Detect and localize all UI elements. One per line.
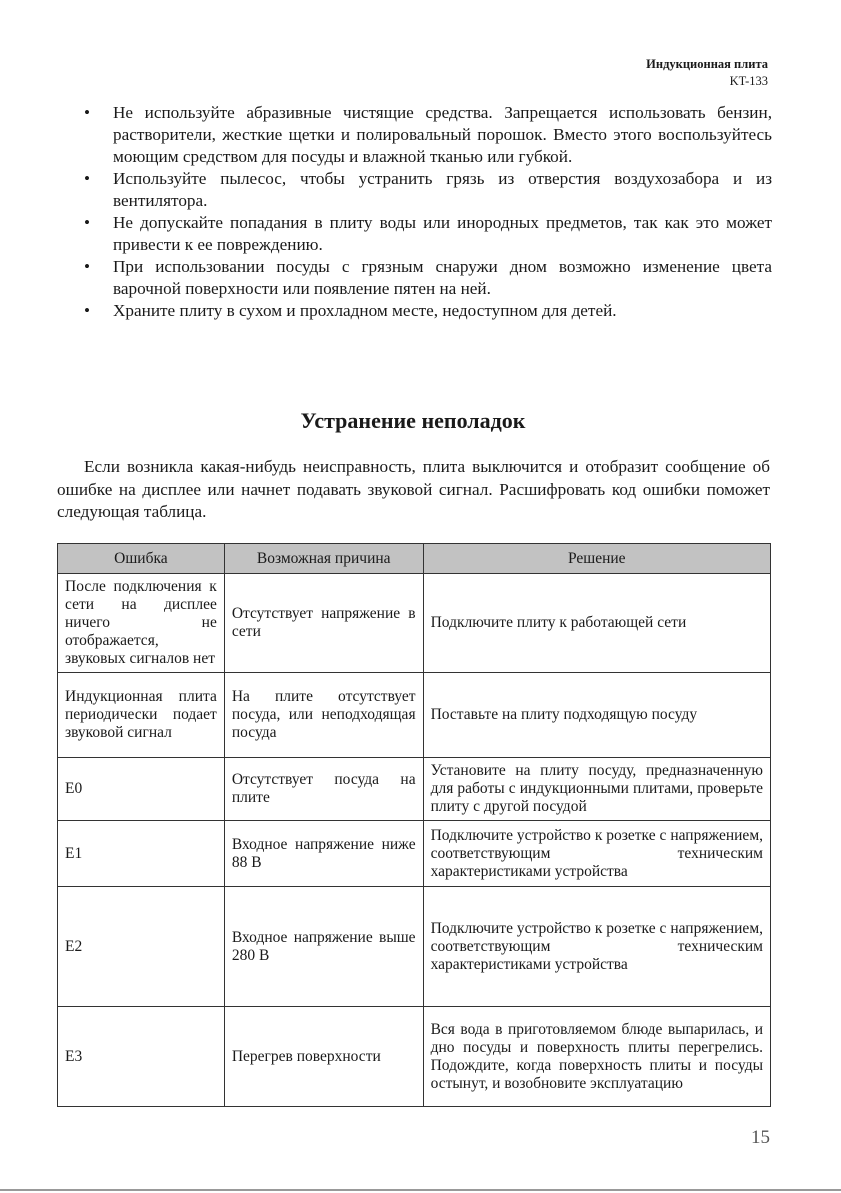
- cause-cell: Отсутствует посуда на плите: [224, 758, 423, 821]
- intro-paragraph: Если возникла какая-нибудь неисправность, плита выключится и отобразит сообщение об ошибке на дисплее или начнет подавать звуковой сигнал. Расшифровать код ошибки поможет следующая таблица.: [57, 457, 770, 521]
- bullet-icon: •: [84, 213, 91, 232]
- list-item: [82, 102, 772, 168]
- cause-cell: Перегрев поверхности: [224, 1007, 423, 1107]
- bullet-icon: •: [84, 301, 91, 320]
- bullet-icon: •: [84, 257, 91, 276]
- column-header-solution: Решение: [423, 544, 770, 574]
- table-row: [58, 1007, 771, 1107]
- solution-cell: Установите на плиту посуду, предназначенную для работы с индукционными плитами, проверьте плиту с другой посудой: [423, 758, 770, 821]
- cause-cell: Отсутствует напряжение в сети: [224, 574, 423, 673]
- header-product-name: Индукционная плита: [646, 57, 768, 71]
- error-cell: Индукционная плита периодически подает звуковой сигнал: [58, 673, 225, 758]
- list-item-text: Храните плиту в сухом и прохладном месте, недоступном для детей.: [113, 301, 617, 320]
- cause-cell: Входное напряжение выше 280 В: [224, 887, 423, 1007]
- error-cell: E0: [58, 758, 225, 821]
- solution-cell: Подключите устройство к розетке с напряжением, соответствующим техническим характеристиками устройства: [423, 887, 770, 1007]
- page-bottom-border: [0, 1189, 841, 1191]
- table-header-row: [58, 544, 771, 574]
- solution-cell: Подключите плиту к работающей сети: [423, 574, 770, 673]
- solution-cell: Поставьте на плиту подходящую посуду: [423, 673, 770, 758]
- page-header: [646, 56, 768, 90]
- list-item: [82, 256, 772, 300]
- list-item: [82, 168, 772, 212]
- list-item-text: Не допускайте попадания в плиту воды или инородных предметов, так как это может привести к ее повреждению.: [113, 213, 772, 254]
- table-row: [58, 758, 771, 821]
- table-row: [58, 821, 771, 887]
- column-header-cause: Возможная причина: [224, 544, 423, 574]
- solution-cell: Вся вода в приготовляемом блюде выпарилась, и дно посуды и поверхность плиты перегрелись. Подождите, когда поверхность плиты и посуды остынут, и возобновите эксплуатацию: [423, 1007, 770, 1107]
- list-item: [82, 300, 772, 322]
- bullet-icon: •: [84, 103, 91, 122]
- care-instructions-list: [82, 102, 772, 322]
- header-model: KT-133: [729, 74, 768, 88]
- column-header-error: Ошибка: [58, 544, 225, 574]
- solution-cell: Подключите устройство к розетке с напряжением, соответствующим техническим характеристиками устройства: [423, 821, 770, 887]
- error-cell: После подключения к сети на дисплее ничего не отображается, звуковых сигналов нет: [58, 574, 225, 673]
- cause-cell: Входное напряжение ниже 88 В: [224, 821, 423, 887]
- table-row: [58, 887, 771, 1007]
- list-item-text: Не используйте абразивные чистящие средства. Запрещается использовать бензин, растворители, жесткие щетки и полировальный порошок. Вместо этого воспользуйтесь моющим средством для посуды и влажной тканью или губкой.: [113, 103, 772, 166]
- list-item-text: Используйте пылесос, чтобы устранить грязь из отверстия воздухозабора и из вентилятора.: [113, 169, 772, 210]
- troubleshooting-table: [57, 543, 771, 1107]
- page-number: 15: [751, 1127, 770, 1148]
- bullet-icon: •: [84, 169, 91, 188]
- list-item: [82, 212, 772, 256]
- error-cell: E2: [58, 887, 225, 1007]
- error-cell: E3: [58, 1007, 225, 1107]
- cause-cell: На плите отсутствует посуда, или неподходящая посуда: [224, 673, 423, 758]
- error-cell: E1: [58, 821, 225, 887]
- section-title: Устранение неполадок: [300, 408, 526, 433]
- table-row: [58, 673, 771, 758]
- list-item-text: При использовании посуды с грязным снаружи дном возможно изменение цвета варочной поверхности или появление пятен на ней.: [113, 257, 772, 298]
- table-row: [58, 574, 771, 673]
